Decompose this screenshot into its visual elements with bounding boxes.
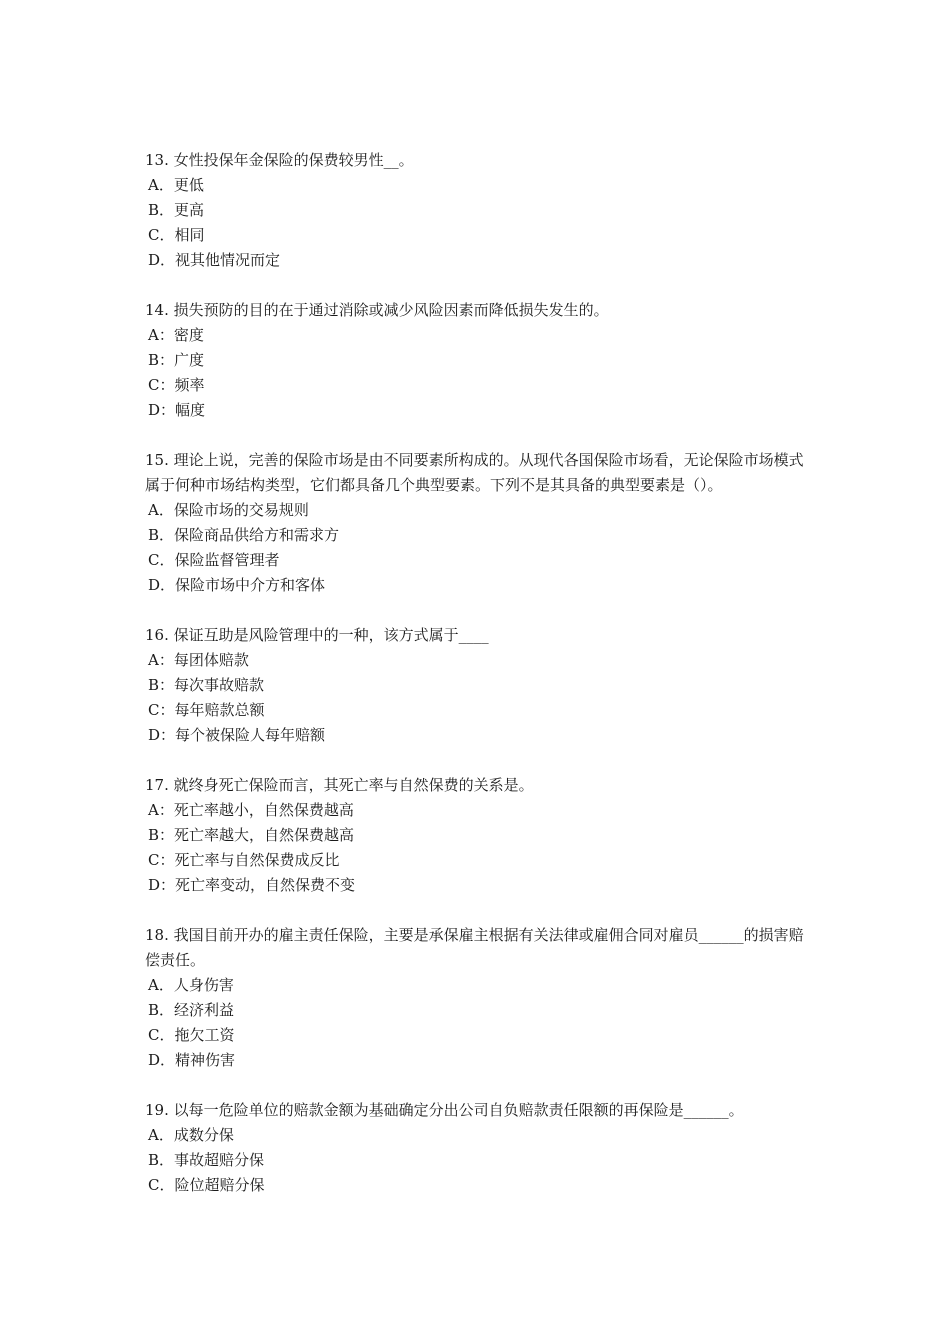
option-b: B．经济利益 (148, 1001, 235, 1019)
option-c: C：每年赔款总额 (148, 701, 265, 719)
option-a: A：密度 (148, 326, 204, 344)
option-d: D：幅度 (148, 401, 206, 419)
document-page (145, 148, 815, 1223)
question-18 (145, 923, 815, 1073)
option-a: A．更低 (148, 176, 204, 194)
option-d: D．视其他情况而定 (148, 251, 281, 269)
question-stem: 13. 女性投保年金保险的保费较男性__。 (145, 151, 414, 169)
option-b: B：每次事故赔款 (148, 676, 265, 694)
option-a: A：死亡率越小，自然保费越高 (148, 801, 354, 819)
question-stem: 18. 我国目前开办的雇主责任保险，主要是承保雇主根据有关法律或雇佣合同对雇员______的损害赔偿责任。 (145, 926, 804, 969)
option-a: A．保险市场的交易规则 (148, 501, 309, 519)
question-14 (145, 298, 815, 423)
question-stem: 15. 理论上说，完善的保险市场是由不同要素所构成的。从现代各国保险市场看，无论保险市场模式属于何种市场结构类型，它们都具备几个典型要素。下列不是其具备的典型要素是（）。 (145, 451, 804, 494)
option-d: D．精神伤害 (148, 1051, 236, 1069)
option-b: B．保险商品供给方和需求方 (148, 526, 340, 544)
option-c: C．拖欠工资 (148, 1026, 235, 1044)
option-a: A：每团体赔款 (148, 651, 249, 669)
option-c: C：死亡率与自然保费成反比 (148, 851, 340, 869)
option-a: A．人身伤害 (148, 976, 234, 994)
option-c: C．相同 (148, 226, 205, 244)
option-a: A．成数分保 (148, 1126, 234, 1144)
question-17 (145, 773, 815, 898)
question-16 (145, 623, 815, 748)
option-b: B．更高 (148, 201, 205, 219)
question-stem: 19. 以每一危险单位的赔款金额为基础确定分出公司自负赔款责任限额的再保险是______。 (145, 1101, 744, 1119)
option-c: C．险位超赔分保 (148, 1176, 265, 1194)
question-15 (145, 448, 815, 598)
question-stem: 16. 保证互助是风险管理中的一种，该方式属于____ (145, 626, 489, 644)
option-b: B：广度 (148, 351, 205, 369)
question-stem: 14. 损失预防的目的在于通过消除或减少风险因素而降低损失发生的。 (145, 301, 609, 319)
question-13 (145, 148, 815, 273)
option-d: D：每个被保险人每年赔额 (148, 726, 326, 744)
question-19 (145, 1098, 815, 1198)
option-d: D：死亡率变动，自然保费不变 (148, 876, 356, 894)
option-d: D．保险市场中介方和客体 (148, 576, 326, 594)
option-c: C：频率 (148, 376, 205, 394)
option-c: C．保险监督管理者 (148, 551, 280, 569)
option-b: B．事故超赔分保 (148, 1151, 265, 1169)
option-b: B：死亡率越大，自然保费越高 (148, 826, 355, 844)
question-stem: 17. 就终身死亡保险而言，其死亡率与自然保费的关系是。 (145, 776, 534, 794)
